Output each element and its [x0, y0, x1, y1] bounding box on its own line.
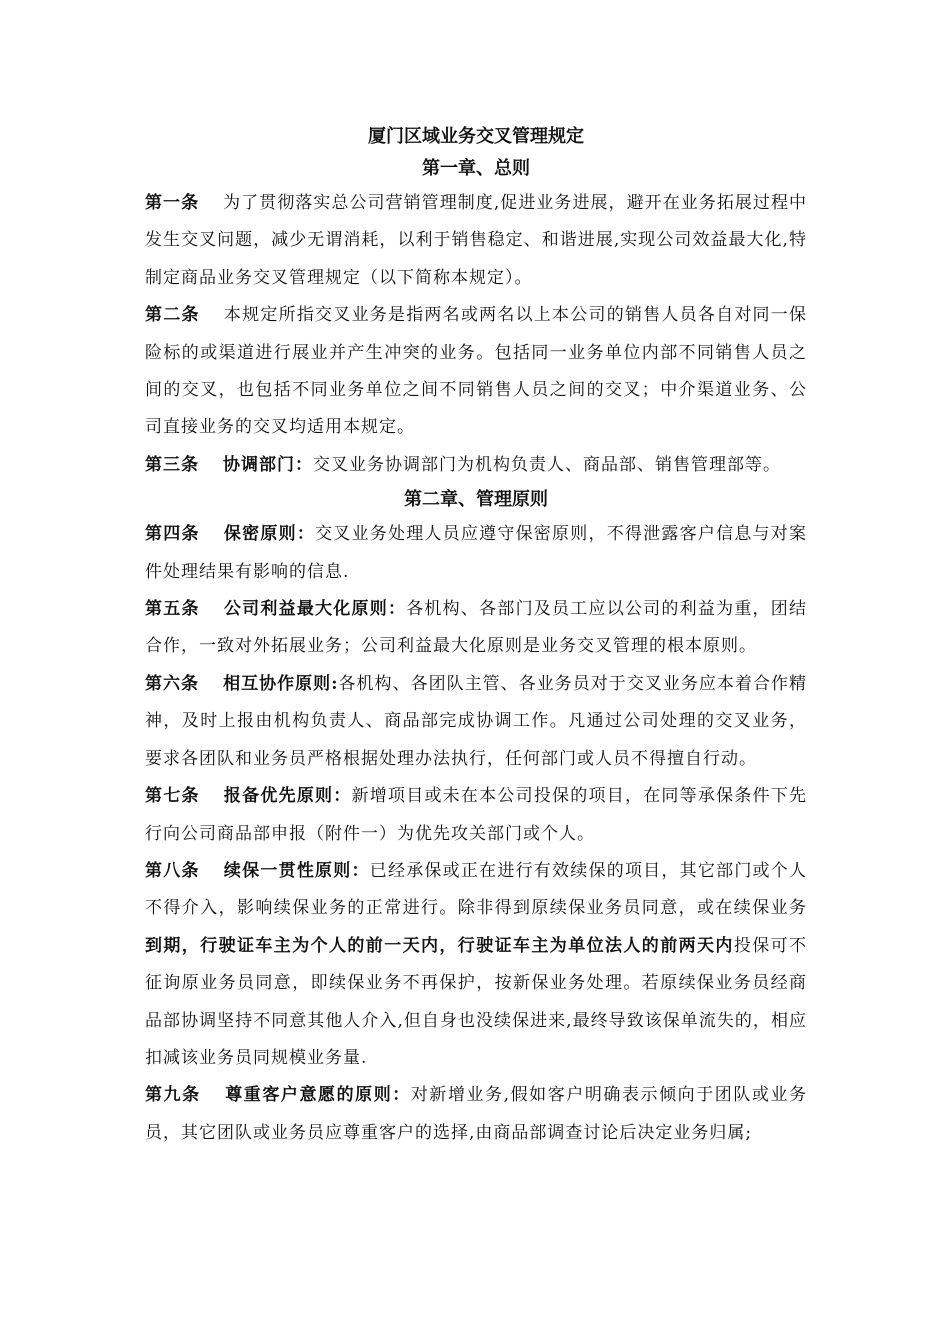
- article-4: [145, 516, 807, 591]
- article-number: 第四条: [145, 524, 200, 545]
- article-6: [145, 666, 807, 778]
- article-3: [145, 447, 807, 484]
- article-5: [145, 591, 807, 666]
- article-body: 新增项目或未在本公司投保的项目，在同等承保条件下先行向公司商品部申报（附件一）为优先攻关部门或个人。: [145, 786, 808, 844]
- article-heading: 协调部门：: [223, 454, 313, 475]
- article-number: 第七条: [145, 786, 200, 807]
- article-number: 第五条: [145, 599, 200, 620]
- article-number: 第一条: [145, 193, 200, 213]
- article-number: 第三条: [145, 454, 199, 475]
- article-9: [145, 1077, 807, 1152]
- article-body-emphasis: 到期，行驶证车主为个人的前一天内，行驶证车主为单位法人的前两天内: [145, 935, 734, 956]
- article-number: 第六条: [145, 673, 200, 694]
- article-heading: 相互协作原则:: [223, 673, 339, 694]
- article-2: [145, 297, 807, 447]
- article-8: [145, 853, 807, 1077]
- article-heading: 尊重客户意愿的原则：: [224, 1085, 411, 1106]
- chapter-heading-2: 第二章、管理原则: [404, 489, 548, 511]
- article-body: 各机构、各团队主管、各业务员对于交叉业务应本着合作精神，及时上报由机构负责人、商品部完成协调工作。凡通过公司处理的交叉业务，要求各团队和业务员严格根据处理办法执行，任何部门或人员不得擅自行动。: [145, 673, 808, 769]
- document-title: 厦门区域业务交叉管理规定: [368, 126, 584, 147]
- article-body: 本规定所指交叉业务是指两名或两名以上本公司的销售人员各自对同一保险标的或渠道进行展业并产生冲突的业务。包括同一业务单位内部不同销售人员之间的交叉，也包括不同业务单位之间不同销售人员之间的交叉；中介渠道业务、公司直接业务的交叉均适用本规定。: [145, 305, 808, 438]
- article-heading: 报备优先原则：: [223, 786, 352, 807]
- article-body: 交叉业务协调部门为机构负责人、商品部、销售管理部等。: [313, 454, 781, 475]
- article-heading: 保密原则：: [223, 524, 316, 545]
- article-body: 已经承保或正在进行有效续保的项目，其它部门或个人不得介入，影响续保业务的正常进行。除非得到原续保业务员同意，或在续保业务: [145, 860, 808, 919]
- article-number: 第八条: [145, 860, 200, 881]
- article-body: 为了贯彻落实总公司营销管理制度,促进业务进展，避开在业务拓展过程中发生交叉问题，减少无谓消耗，以利于销售稳定、和谐进展,实现公司效益最大化,特制定商品业务交叉管理规定（以下简称本规定）。: [145, 193, 808, 288]
- article-body: 各机构、各部门及员工应以公司的利益为重，团结合作，一致对外拓展业务；公司利益最大化原则是业务交叉管理的根本原则。: [145, 599, 808, 657]
- document-page: [145, 121, 807, 1152]
- article-body-continued: 投保可不征询原业务员同意，即续保业务不再保护，按新保业务处理。若原续保业务员经商品部协调坚持不同意其他人介入,但自身也没续保进来,最终导致该保单流失的，相应扣减该业务员同规模业务量.: [145, 935, 808, 1068]
- article-7: [145, 778, 807, 853]
- article-1: [145, 185, 807, 297]
- article-heading: 续保一贯性原则：: [223, 860, 370, 881]
- article-body: 交叉业务处理人员应遵守保密原则，不得泄露客户信息与对案件处理结果有影响的信息.: [145, 524, 808, 582]
- article-body: 对新增业务,假如客户明确表示倾向于团队或业务员，其它团队或业务员应尊重客户的选择,由商品部调查讨论后决定业务归属;: [145, 1085, 808, 1143]
- article-heading: 公司利益最大化原则：: [223, 599, 407, 620]
- chapter-heading-1: 第一章、总则: [422, 158, 530, 179]
- article-number: 第九条: [145, 1085, 201, 1106]
- article-number: 第二条: [145, 305, 200, 326]
